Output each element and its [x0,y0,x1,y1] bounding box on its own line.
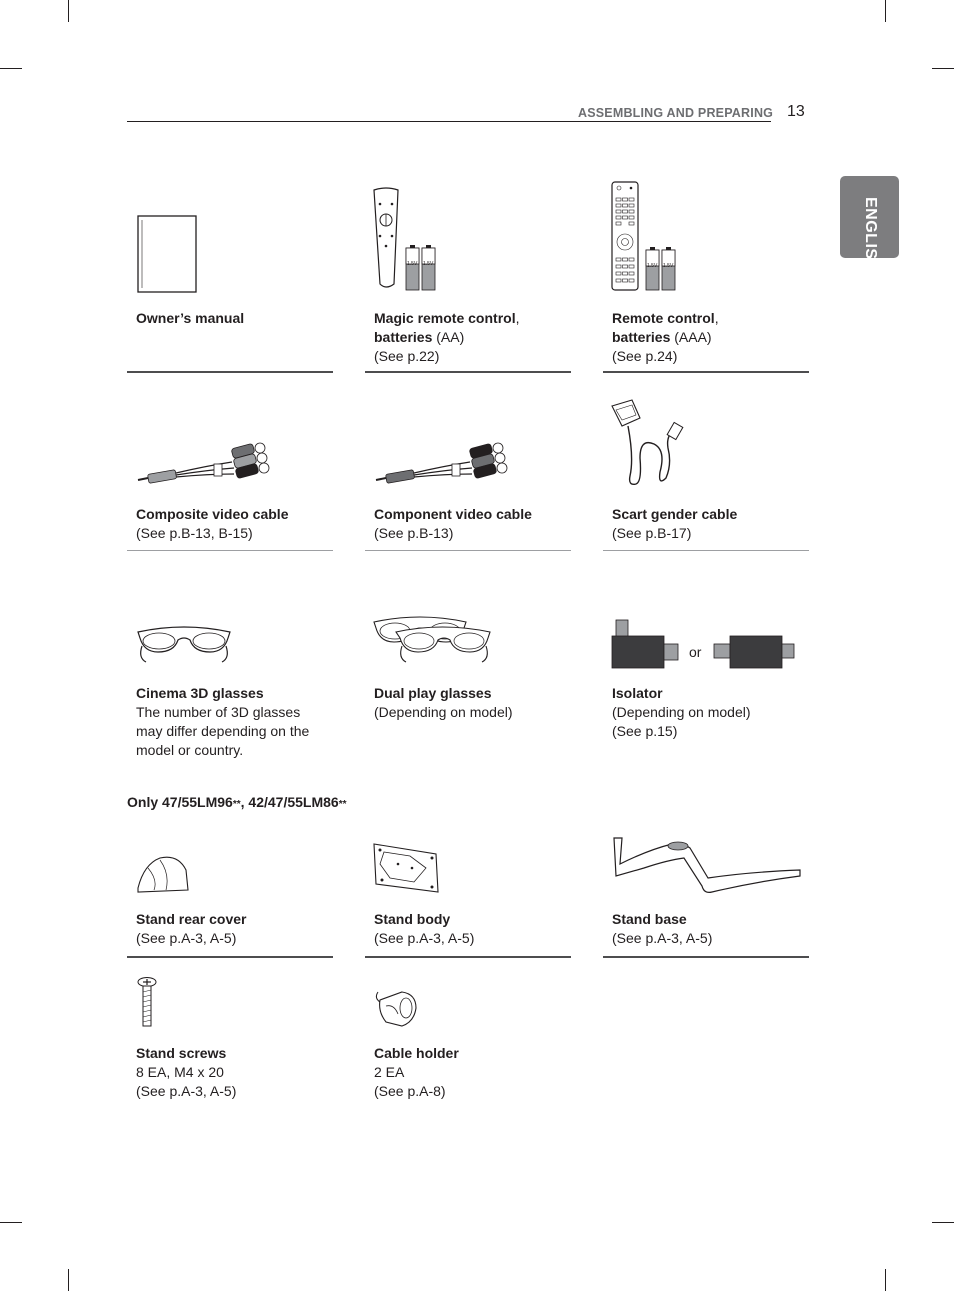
magic-remote-icon [370,186,442,294]
item-dual-play-glasses: Dual play glasses (Depending on model) [374,685,513,720]
crop-mark [0,1222,22,1223]
isolator-alt-icon [712,634,796,670]
item-name: Composite video cable [136,506,289,522]
item-stand-screws: Stand screws 8 EA, M4 x 20 (See p.A-3, A-5) [136,1045,237,1099]
item-scart-cable: Scart gender cable (See p.B-17) [612,506,738,541]
battery-label: 1.5V [407,261,418,267]
row-divider [127,956,333,958]
stand-base-icon [608,836,804,896]
item-name: Cinema 3D glasses [136,685,264,701]
language-tab [840,176,899,272]
item-owners-manual [136,309,244,328]
item-magic-remote: Magic remote control, batteries (AA) (See p.22) [374,310,520,364]
item-remote-control: Remote control, batteries (AAA) (See p.24) [612,310,719,364]
isolator-icon [610,618,680,670]
row-divider [127,550,333,551]
row-divider [603,956,809,958]
item-name: Magic remote control [374,310,516,326]
item-stand-rear-cover: Stand rear cover (See p.A-3, A-5) [136,911,247,946]
language-tab-label: ENGLISH [862,197,879,272]
crop-mark [932,68,954,69]
item-composite-cable: Composite video cable (See p.B-13, B-15) [136,506,289,541]
crop-mark [885,1269,886,1291]
scart-cable-icon [610,398,686,488]
stand-screw-icon [136,976,158,1028]
row-divider [603,550,809,551]
crop-mark [885,0,886,22]
item-name: Owner’s manual [136,310,245,326]
item-name: Stand body [374,911,451,927]
stand-rear-cover-icon [134,854,192,896]
component-cable-icon [374,436,514,488]
item-name: Stand rear cover [136,911,247,927]
stand-body-icon [370,842,442,896]
item-cinema-3d-glasses: Cinema 3D glasses The number of 3D glasses may differ depending on the model or country. [136,685,310,758]
item-name: Dual play glasses [374,685,492,701]
owners-manual-icon [136,214,198,294]
cable-holder-icon [372,988,422,1030]
row-divider [365,371,571,373]
row-divider [365,550,571,551]
item-name: Isolator [612,685,663,701]
composite-cable-icon [136,436,276,488]
row-divider [603,371,809,373]
item-name: Component video cable [374,506,532,522]
item-name: Stand screws [136,1045,227,1061]
item-cable-holder: Cable holder 2 EA (See p.A-8) [374,1045,459,1099]
remote-control-icon [610,180,680,294]
item-name: Cable holder [374,1045,459,1061]
row-divider [127,371,333,373]
item-component-cable: Component video cable (See p.B-13) [374,506,532,541]
cinema-3d-glasses-icon [134,622,234,668]
item-name: Stand base [612,911,687,927]
section-title: ASSEMBLING AND PREPARING [578,106,774,120]
item-stand-body: Stand body (See p.A-3, A-5) [374,911,475,946]
item-stand-base: Stand base (See p.A-3, A-5) [612,911,713,946]
item-isolator: Isolator (Depending on model) (See p.15) [612,685,751,739]
crop-mark [68,1269,69,1291]
battery-label: 1.5V [423,261,434,267]
item-name: Scart gender cable [612,506,738,522]
row-divider [365,956,571,958]
header-rule [127,121,771,122]
item-name: Remote control [612,310,715,326]
crop-mark [68,0,69,22]
or-label: or [689,644,702,660]
page-number: 13 [787,103,805,120]
crop-mark [932,1222,954,1223]
battery-label: 1.5V [663,263,674,269]
models-note: Only 47/55LM96**, 42/47/55LM86** [127,794,347,810]
battery-label: 1.5V [647,263,658,269]
crop-mark [0,68,22,69]
dual-play-glasses-icon [372,612,494,668]
